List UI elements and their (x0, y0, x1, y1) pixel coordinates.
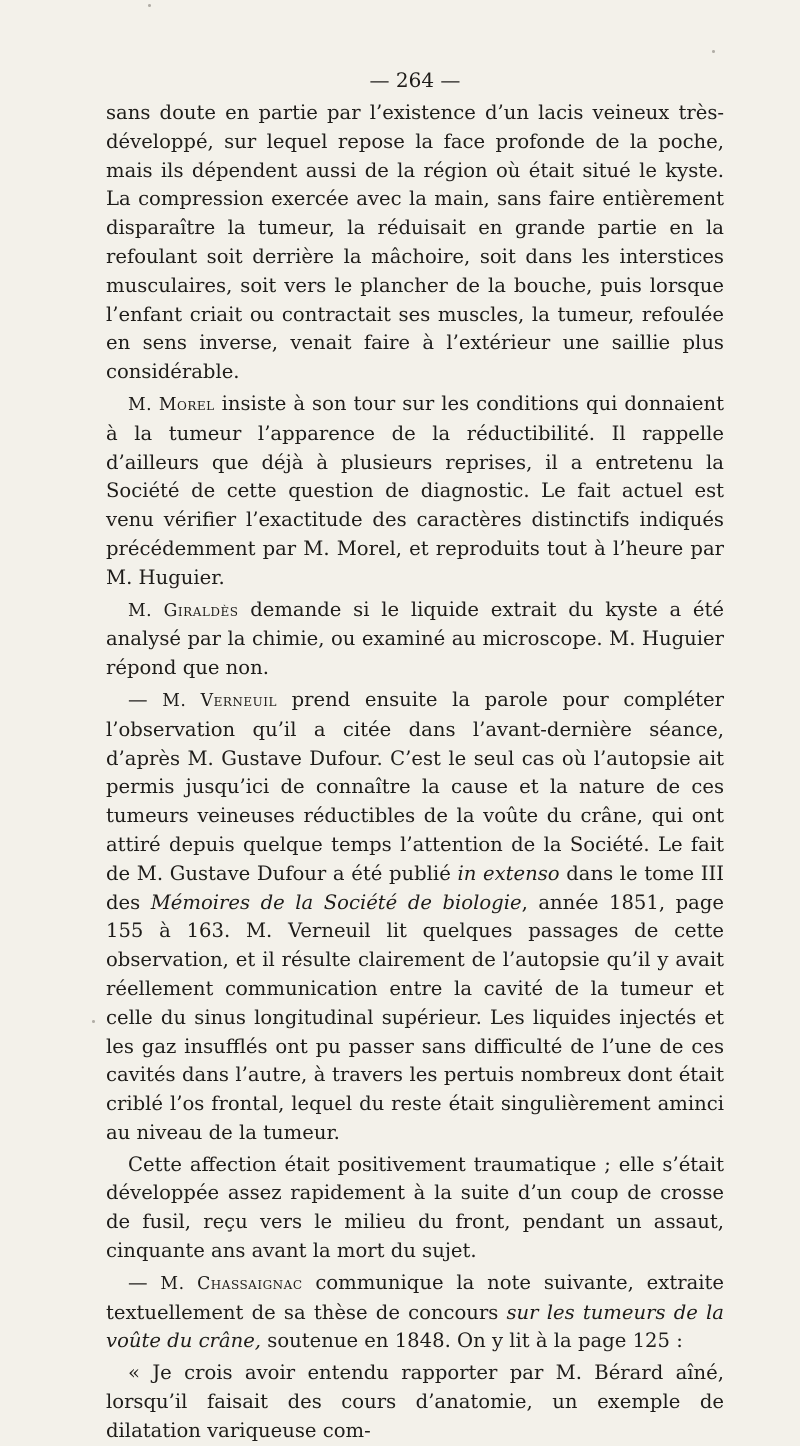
italic-thesis-title: sur les tumeurs de la voûte du crâne, (106, 1300, 724, 1353)
speaker-name-giraldes: M. Giraldès (128, 600, 239, 621)
page-number: — 264 — (369, 68, 461, 92)
text-run: Cette affection était positivement traumatique ; elle s’était développée assez rapidement à la suite d’un coup de crosse de fusil, reçu vers le milieu du front, pendant un assaut, cinquante ans avant la mort du sujet. (106, 1152, 724, 1263)
paper-speck (92, 1020, 95, 1023)
italic-in-extenso: in extenso (457, 861, 560, 885)
text-run: insiste à son tour sur les conditions qui donnaient à la tumeur l’apparence de la réductibilité. Il rappelle d’ailleurs que déjà à plusieurs reprises, il a entretenu la Société de cette question de diagnostic. Le fait actuel est venu vérifier l’exactitude des caractères distinctifs indiqués précédemment par M. Morel, et reproduits tout à l’heure par M. Huguier. (106, 391, 725, 589)
speaker-name-chassaignac: M. Chassaignac (160, 1273, 303, 1294)
body-text (106, 99, 724, 1446)
text-run: demande si le liquide extrait du kyste a été analysé par la chimie, ou examiné au microscope. M. Huguier répond que non. (106, 597, 724, 680)
text-run: communique la note suivante, extraite textuellement de sa thèse de concours (106, 1270, 724, 1324)
em-dash: — (128, 687, 163, 711)
text-run: sans doute en partie par l’existence d’un lacis veineux très-développé, sur lequel repose la face profonde de la poche, mais ils dépendent aussi de la région où était situé le kyste. La compression exercée avec la main, sans faire entièrement disparaître la tumeur, la réduisait en grande partie en la refoulant soit derrière la mâchoire, soit dans les interstices musculaires, soit vers le plancher de la bouche, puis lorsque l’enfant criait ou contractait ses muscles, la tumeur, refoulée en sens inverse, venait faire à l’extérieur une saillie plus considérable. (106, 101, 724, 384)
paragraph-2 (106, 390, 724, 593)
paragraph-7 (106, 1359, 724, 1445)
paragraph-6 (106, 1269, 724, 1356)
em-dash: — (128, 1270, 161, 1294)
paper-speck (148, 4, 151, 7)
paragraph-1 (106, 99, 724, 387)
paragraph-3 (106, 596, 724, 683)
paragraph-4 (106, 686, 724, 1148)
paragraph-5 (106, 1151, 724, 1266)
text-run: , année 1851, page 155 à 163. M. Verneuil lit quelques passages de cette observation, et il résulte clairement de l’autopsie qu’il y avait réellement communication entre la cavité de la tumeur et celle du sinus longitudinal supérieur. Les liquides injectés et les gaz insufflés ont pu passer sans difficulté de l’une de ces cavités dans l’autre, à travers les pertuis nombreux dont était criblé l’os frontal, lequel du reste était singulièrement aminci au niveau de la tumeur. (106, 890, 724, 1144)
text-run: prend ensuite la parole pour compléter l’observation qu’il a citée dans l’avant-dernière séance, d’après M. Gustave Dufour. C’est le seul cas où l’autopsie ait permis jusqu’ici de connaître la cause et la nature de ces tumeurs veineuses réductibles de la voûte du crâne, qui ont attiré depuis quelque temps l’attention de la Société. Le fait de M. Gustave Dufour a été publié (106, 687, 724, 885)
text-run: soutenue en 1848. On y lit à la page 125 : (261, 1329, 683, 1353)
text-run: « Je crois avoir entendu rapporter par M. Bérard aîné, lorsqu’il faisait des cours d’anatomie, un exemple de dilatation variqueuse com- (106, 1361, 724, 1442)
speaker-name-verneuil: M. Verneuil (162, 690, 277, 711)
italic-memoires-title: Mémoires de la Société de biologie (150, 890, 522, 914)
paper-speck (712, 50, 715, 53)
text-run: dans le tome III des (106, 861, 724, 914)
speaker-name-morel: M. Morel (128, 394, 215, 415)
